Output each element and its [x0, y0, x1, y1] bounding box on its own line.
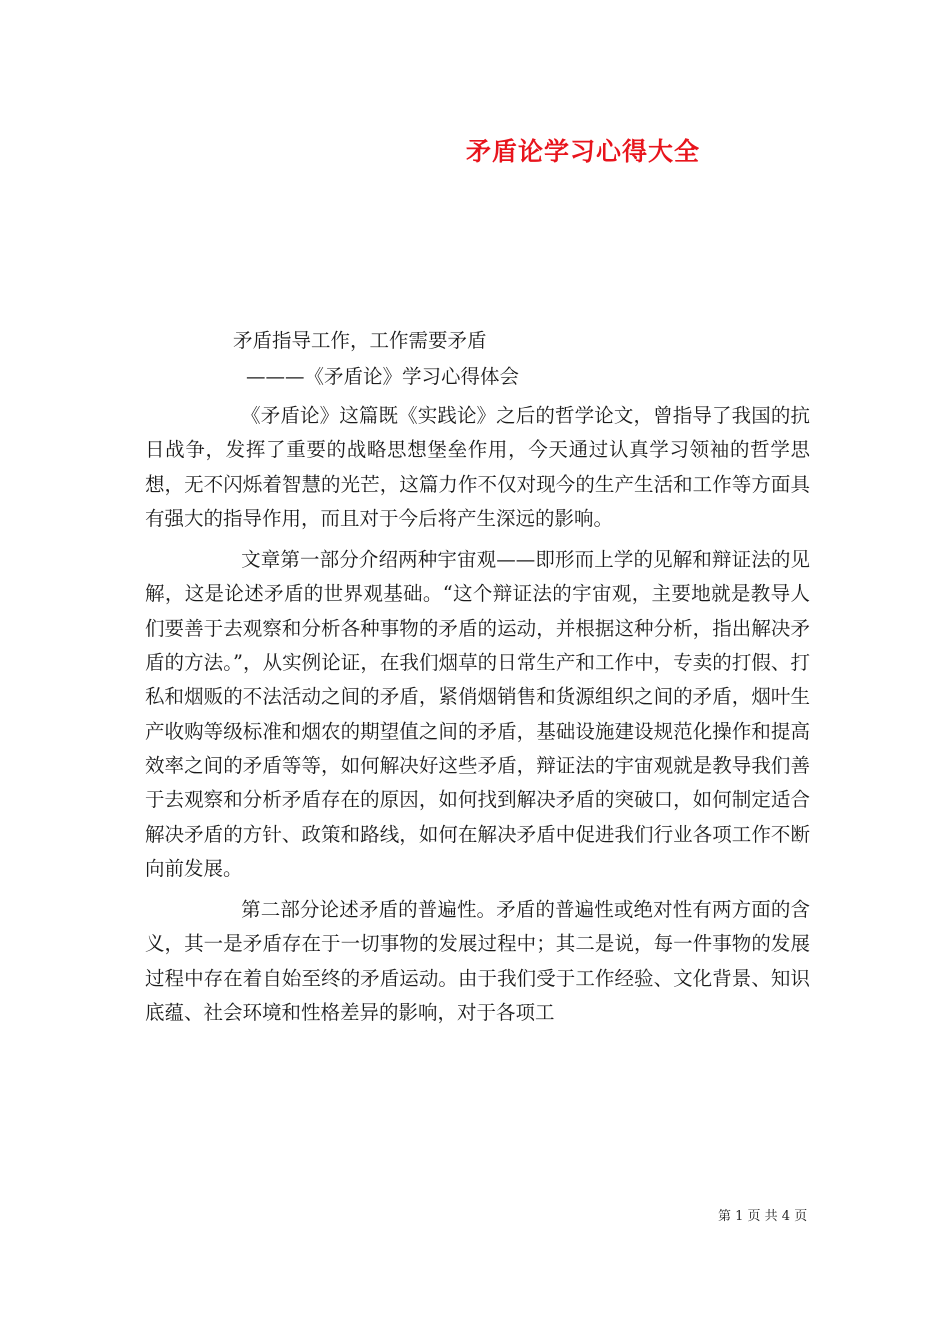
paragraph-text: 文章第一部分介绍两种宇宙观——即形而上学的见解和辩证法的见解，这是论述矛盾的世界观基础。“这个辩证法的宇宙观，主要地就是教导人们要善于去观察和分析各种事物的矛盾的运动，并根据这种分析，指出解决矛盾的方法。”，从实例论证，在我们烟草的日常生产和工作中，专卖的打假、打私和烟贩的不法活动之间的矛盾，紧俏烟销售和货源组织之间的矛盾，烟叶生产收购等级标准和烟农的期望值之间的矛盾，基础设施建设规范化操作和提高效率之间的矛盾等等，如何解决好这些矛盾，辩证法的宇宙观就是教导我们善于去观察和分析矛盾存在的原因，如何找到解决矛盾的突破口，如何制定适合解决矛盾的方针、政策和路线，如何在解决矛盾中促进我们行业各项工作不断向前发展。 [145, 548, 810, 880]
paragraph [145, 893, 810, 1030]
paragraph [145, 543, 810, 886]
document-subtitle: 矛盾指导工作，工作需要矛盾 [233, 329, 487, 352]
paragraph [145, 399, 810, 536]
document-title: 矛盾论学习心得大全 [465, 137, 700, 166]
page-number-footer: 第 1 页 共 4 页 [718, 1209, 808, 1224]
document-subtitle-secondary: ———《矛盾论》学习心得体会 [246, 365, 520, 388]
paragraph-text: 《矛盾论》这篇既《实践论》之后的哲学论文，曾指导了我国的抗日战争，发挥了重要的战略思想堡垒作用，今天通过认真学习领袖的哲学思想，无不闪烁着智慧的光芒，这篇力作不仅对现今的生产生活和工作等方面具有强大的指导作用，而且对于今后将产生深远的影响。 [145, 404, 810, 530]
paragraph-text: 第二部分论述矛盾的普遍性。矛盾的普遍性或绝对性有两方面的含义，其一是矛盾存在于一切事物的发展过程中；其二是说，每一件事物的发展过程中存在着自始至终的矛盾运动。由于我们受于工作经验、文化背景、知识底蕴、社会环境和性格差异的影响，对于各项工 [145, 898, 810, 1025]
document-body [145, 399, 810, 1037]
